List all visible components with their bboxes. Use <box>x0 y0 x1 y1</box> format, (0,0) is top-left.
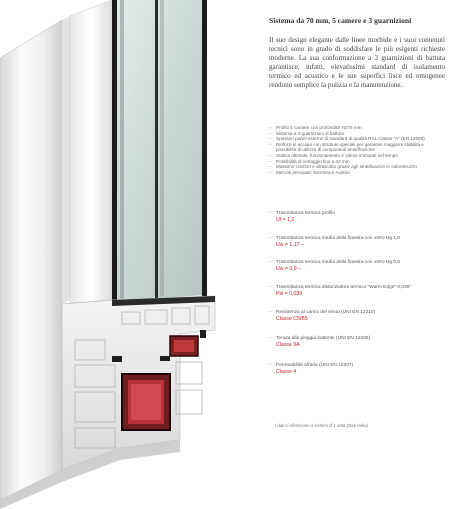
spec-label: – Permeabilità all'aria (UNI EN 12207) <box>269 363 445 369</box>
list-item: – Massimo comfort e all'ascolto grazie agli stratificazion in calcestruzzo <box>269 164 445 170</box>
intro-paragraph: Il suo design elegante dalle linee morbide e i suoi contenuti tecnici sono in grado di soddisfare le più esigenti richieste moderne. La sua conformazione a 3 guarnizioni di battuta garantisce, infatti, elevatissimi standard di isolamento termico ed acustico e le sue superfici lisce ed omogenee rendono semplice la pulizia e la manutenzione. <box>269 36 445 89</box>
spec-item <box>269 285 445 298</box>
spec-label: – Trasmittanza termica media della finestra con vetro Ug 1,0 <box>269 236 445 242</box>
list-item: – Rinforzi in acciaio con strutture speciali per garantire maggiore stabilità e possibilità di utilizzo di componenti antieffrazione <box>269 142 445 153</box>
footnote: I dati si riferiscono a sistemi di 1 anta (Dati Veka) <box>275 423 368 428</box>
list-item: – Sistema a 3 guarnizioni di battuta <box>269 131 445 137</box>
list-item: – Possibilità di vetraggio fino a 42 mm <box>269 159 445 165</box>
spec-value: Classe 4 <box>276 369 297 375</box>
glass-pane <box>112 0 205 302</box>
spec-value: Classe C5/B5 <box>276 316 308 322</box>
list-item: – Mercati principali: Svizzera e Austria <box>269 170 445 176</box>
spec-label: – Tenuta alla pioggia battente (UNI EN 12208) <box>269 336 445 342</box>
section-heading: Sistema da 70 mm, 5 camere e 3 guarnizioni <box>269 16 412 25</box>
feature-list <box>269 125 445 175</box>
spec-value: Uw = 1,17 – <box>276 242 304 248</box>
list-item: – Statica ottimale, funzionamento e valore immutati nel tempo <box>269 153 445 159</box>
spec-label: – Trasmittanza termica media della finestra con vetro Ug 0,6 <box>269 260 445 266</box>
spec-item <box>269 211 445 224</box>
spec-item <box>269 236 445 249</box>
spec-label: – Trasmittanza termica distanziatore termico "Warm Edge" 0,039" <box>269 285 445 291</box>
spec-value: Uw = 0,9 – <box>276 266 301 272</box>
spec-item <box>269 363 445 376</box>
spec-label: – Resistenza al carico del vento (UNI EN 12210) <box>269 310 445 316</box>
spec-item <box>269 260 445 273</box>
outer-frame <box>0 20 62 500</box>
list-item: – Profilo 5 camere con profondità 70/76 mm <box>269 125 445 131</box>
spec-value: Psi = 0,039 <box>276 291 303 297</box>
spec-item <box>269 310 445 323</box>
spec-item <box>269 336 445 349</box>
spec-value: Uf = 1,2 <box>276 217 295 223</box>
list-item: – Spessori pareti esterne di standard di qualità RAL Classe "A" (EN 12608) <box>269 136 445 142</box>
sash <box>70 0 112 318</box>
spec-value: Classe 9A <box>276 342 300 348</box>
spec-label: – Trasmittanza termica profilo <box>269 211 445 217</box>
